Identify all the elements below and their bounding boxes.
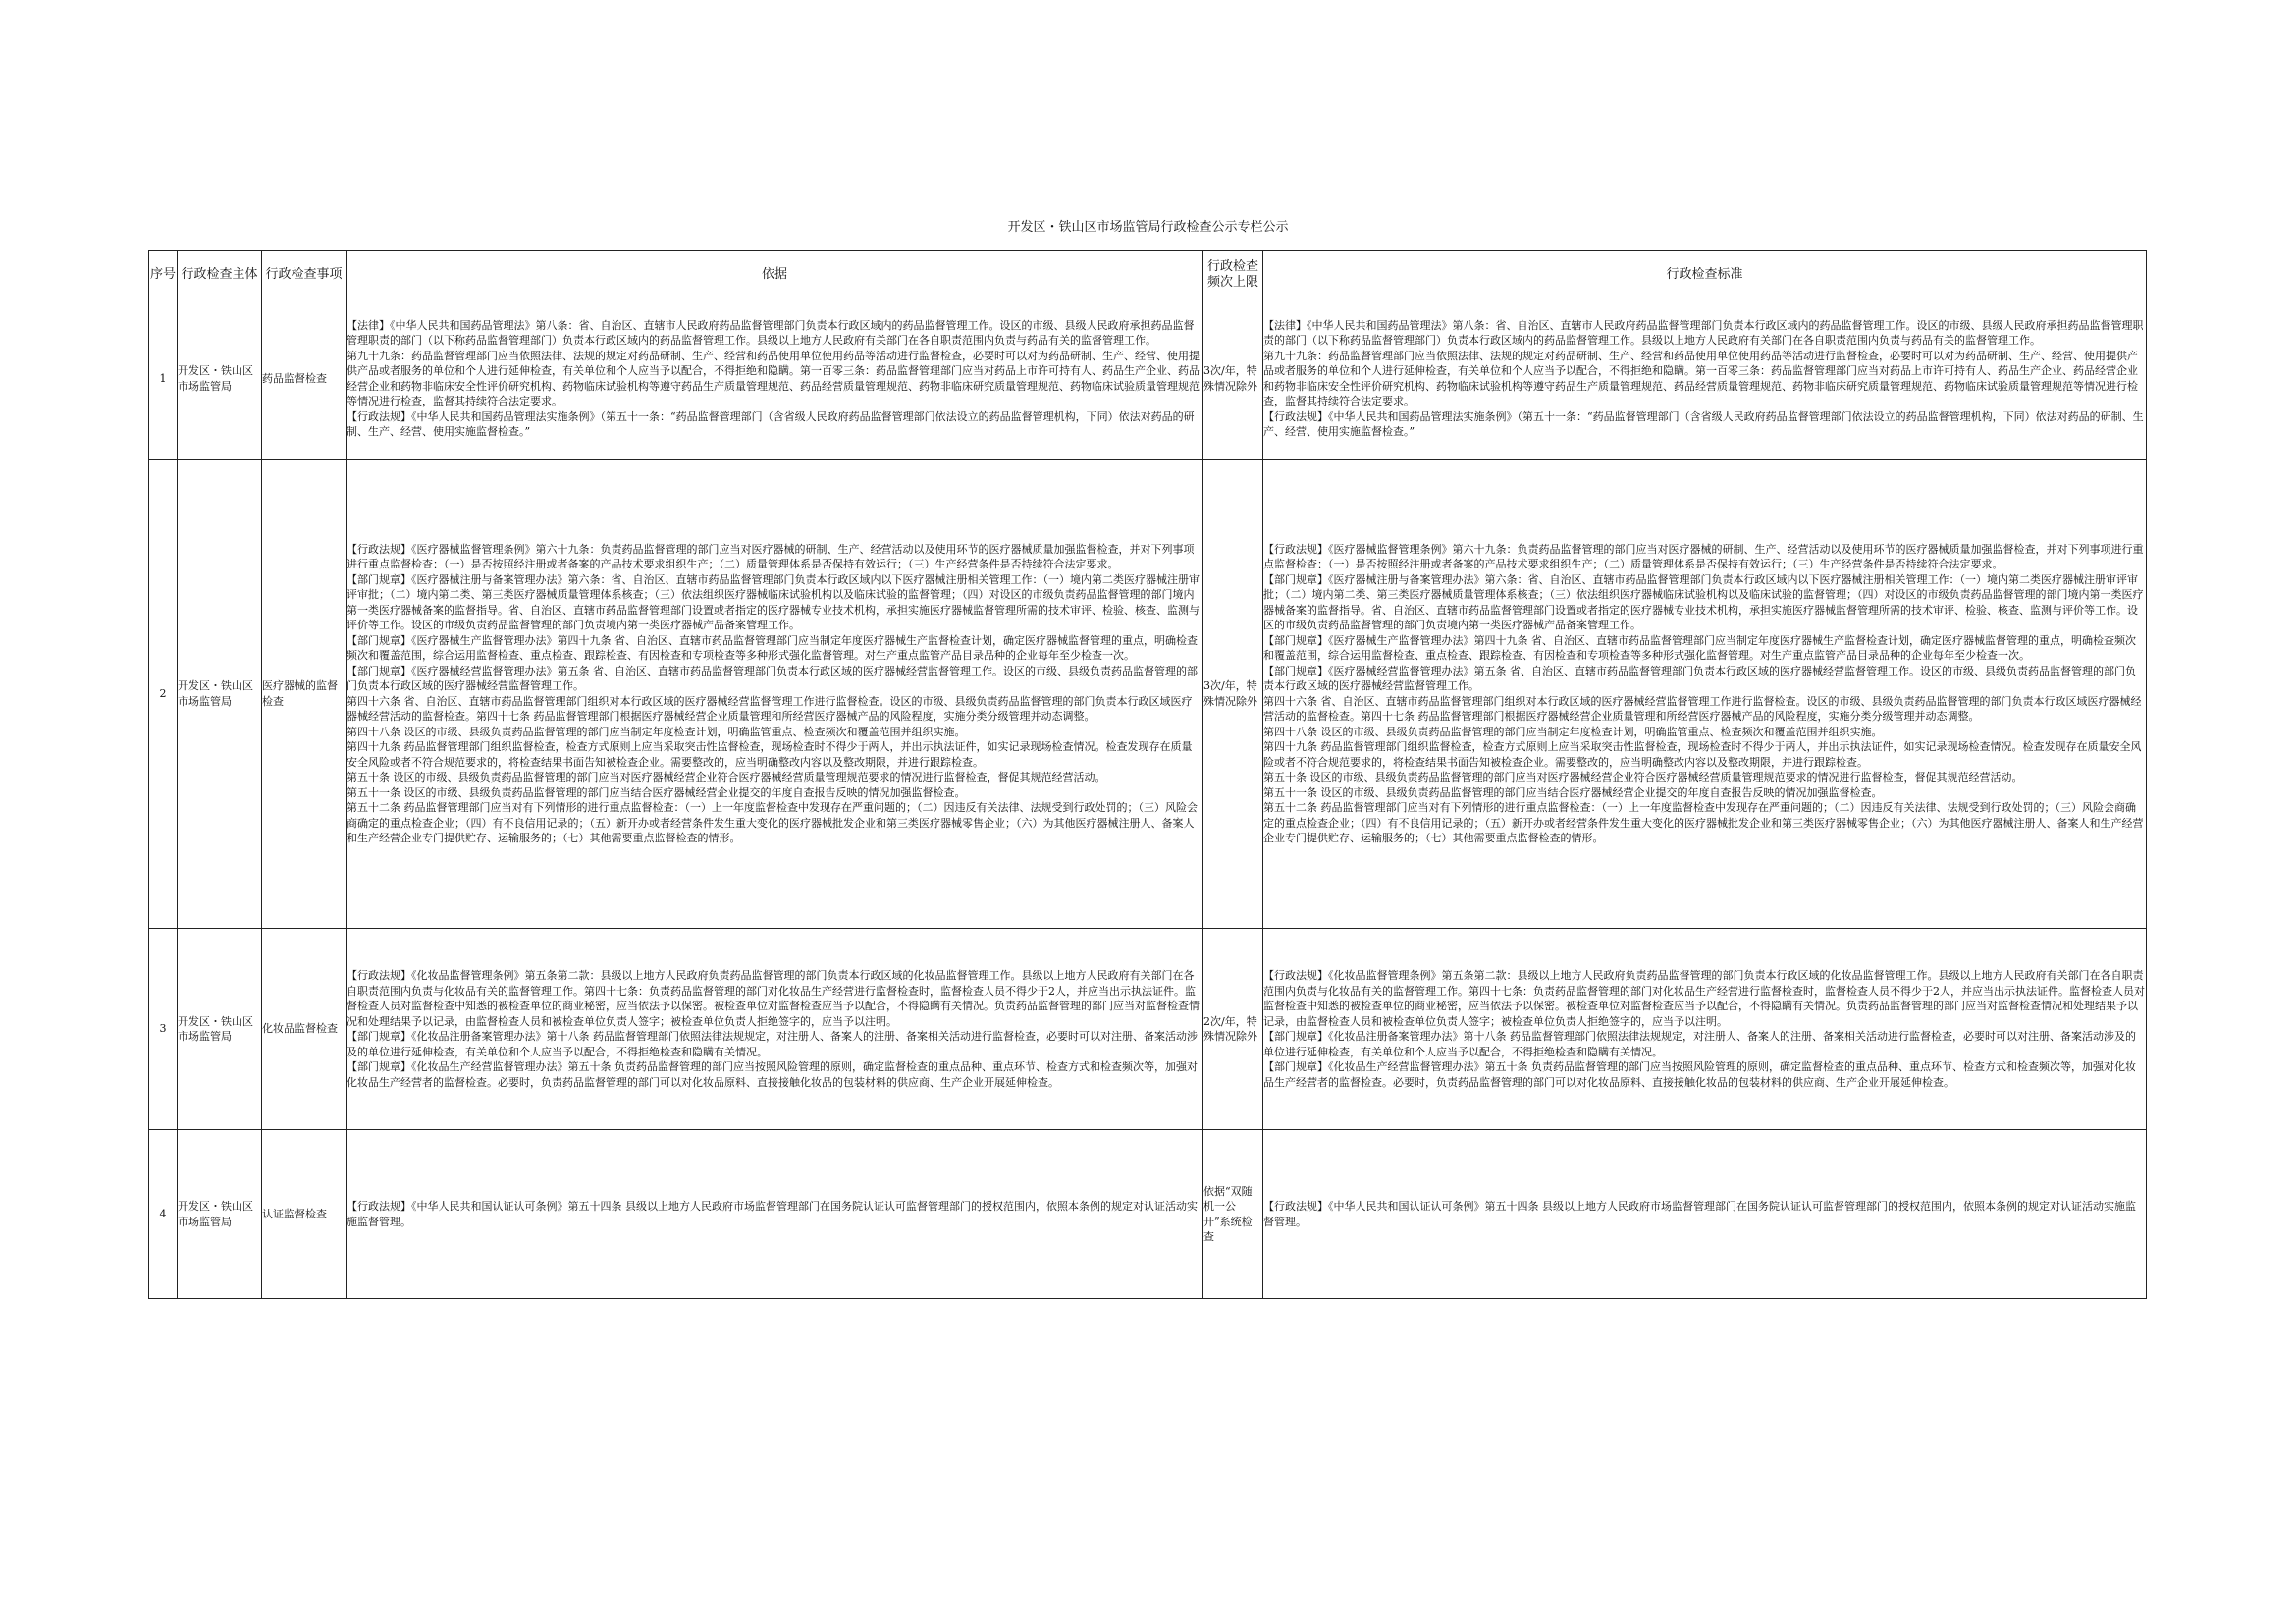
standard-paragraph: 【行政法规】《化妆品监督管理条例》第五条第二款：县级以上地方人民政府负责药品监督管理的部门负责本行政区域的化妆品监督管理工作。县级以上地方人民政府有关部门在各自职责范围内负责与化妆品有关的监督管理工作。第四十七条：负责药品监督管理的部门对化妆品生产经营进行监督检查时，监督检查人员不得少于2人，并应当出示执法证件。监督检查人员对监督检查中知悉的被检查单位的商业秘密，应当依法予以保密。被检查单位对监督检查应当予以配合，不得隐瞒有关情况。负责药品监督管理的部门应当对监督检查情况和处理结果予以记录，由监督检查人员和被检查单位负责人签字；被检查单位负责人拒绝签字的，应当予以注明。 [1263,969,2145,1028]
row-frequency: 3次/年，特殊情况除外 [1203,298,1263,460]
standard-paragraph: 【法律】《中华人民共和国药品管理法》第八条：省、自治区、直辖市人民政府药品监督管理部门负责本行政区域内的药品监督管理工作。设区的市级、县级人民政府承担药品监督管理职责的部门（以下称药品监督管理部门）负责本行政区域内的药品监督管理工作。县级以上地方人民政府有关部门在各自职责范围内负责与药品有关的监督管理工作。 [1263,318,2144,347]
basis-paragraph: 【部门规章】《化妆品生产经营监督管理办法》第五十条 负责药品监督管理的部门应当按照风险管理的原则，确定监督检查的重点品种、重点环节、检查方式和检查频次等，加强对化妆品生产经营者的监督检查。必要时，负责药品监督管理的部门可以对化妆品原料、直接接触化妆品的包装材料的供应商、生产企业开展延伸检查。 [347,1060,1198,1089]
header-frequency: 行政检查频次上限 [1203,251,1263,298]
table-row [149,298,2147,460]
row-frequency: 依据“双随机一公开”系统检查 [1203,1130,1263,1299]
standard-paragraph: 【部门规章】《化妆品生产经营监督管理办法》第五十条 负责药品监督管理的部门应当按照风险管理的原则，确定监督检查的重点品种、重点环节、检查方式和检查频次等，加强对化妆品生产经营者的监督检查。必要时，负责药品监督管理的部门可以对化妆品原料、直接接触化妆品的包装材料的供应商、生产企业开展延伸检查。 [1263,1060,2136,1089]
header-subject: 行政检查主体 [178,251,262,298]
inspection-table [148,250,2147,1299]
basis-paragraph: 【行政法规】《医疗器械监督管理条例》第六十九条：负责药品监督管理的部门应当对医疗器械的研制、生产、经营活动以及使用环节的医疗器械质量加强监督检查，并对下列事项进行重点监督检查：（一）是否按照经注册或者备案的产品技术要求组织生产；（二）质量管理体系是否保持有效运行；（三）生产经营条件是否持续符合法定要求。 [347,542,1195,570]
row-index: 3 [149,929,178,1130]
basis-paragraph: 【行政法规】《中华人民共和国药品管理法实施条例》（第五十一条：“药品监督管理部门（含省级人民政府药品监督管理部门依法设立的药品监督管理机构，下同）依法对药品的研制、生产、经营、使用实施监督检查。” [347,409,1195,438]
row-subject: 开发区・铁山区市场监管局 [178,460,262,929]
row-subject: 开发区・铁山区市场监管局 [178,1130,262,1299]
row-basis [347,1130,1203,1299]
standard-paragraph: 第四十八条 设区的市级、县级负责药品监督管理的部门应当制定年度检查计划，明确监管重点、检查频次和覆盖范围并组织实施。 [1263,725,1883,738]
basis-paragraph: 第四十八条 设区的市级、县级负责药品监督管理的部门应当制定年度检查计划，明确监管重点、检查频次和覆盖范围并组织实施。 [347,725,966,738]
basis-paragraph: 第四十九条 药品监督管理部门组织监督检查，检查方式原则上应当采取突击性监督检查，现场检查时不得少于两人，并出示执法证件，如实记录现场检查情况。检查发现存在质量安全风险或者不符合规范要求的，将检查结果书面告知被检查企业。需要整改的，应当明确整改内容以及整改期限，并进行跟踪检查。 [347,740,1193,769]
standard-paragraph: 第九十九条：药品监督管理部门应当依照法律、法规的规定对药品研制、生产、经营和药品使用单位使用药品等活动进行监督检查，必要时可以对为药品研制、生产、经营、使用提供产品或者服务的单位和个人进行延伸检查，有关单位和个人应当予以配合，不得拒绝和隐瞒。第一百零三条：药品监督管理部门应当对药品上市许可持有人、药品生产企业、药品经营企业和药物非临床安全性评价研究机构、药物临床试验机构等遵守药品生产质量管理规范、药品经营质量管理规范、药物非临床研究质量管理规范、药物临床试验质量管理规范等情况进行检查，监督其持续符合法定要求。 [1263,349,2138,407]
basis-paragraph: 【部门规章】《医疗器械注册与备案管理办法》第六条：省、自治区、直辖市药品监督管理部门负责本行政区域内以下医疗器械注册相关管理工作：（一）境内第二类医疗器械注册审评审批；（二）境内第二类、第三类医疗器械质量管理体系核查；（三）依法组织医疗器械临床试验机构以及临床试验的监督管理；（四）对设区的市级负责药品监督管理的部门境内第一类医疗器械备案的监督指导。省、自治区、直辖市药品监督管理部门设置或者指定的医疗器械专业技术机构，承担实施医疗器械监督管理所需的技术审评、检验、核查、监测与评价等工作。设区的市级负责药品监督管理的部门负责境内第一类医疗器械产品备案管理工作。 [347,572,1200,631]
basis-paragraph: 【部门规章】《医疗器械生产监督管理办法》第四十九条 省、自治区、直辖市药品监督管理部门应当制定年度医疗器械生产监督检查计划，确定医疗器械监督管理的重点，明确检查频次和覆盖范围，综合运用监督检查、重点检查、跟踪检查、有因检查和专项检查等多种形式强化监督管理。对生产重点监管产品目录品种的企业每年至少检查一次。 [347,633,1198,662]
row-frequency: 3次/年，特殊情况除外 [1203,460,1263,929]
table-row [149,1130,2147,1299]
header-basis: 依据 [347,251,1203,298]
standard-paragraph: 【部门规章】《医疗器械生产监督管理办法》第四十九条 省、自治区、直辖市药品监督管理部门应当制定年度医疗器械生产监督检查计划，确定医疗器械监督管理的重点，明确检查频次和覆盖范围，综合运用监督检查、重点检查、跟踪检查、有因检查和专项检查等多种形式强化监督管理。对生产重点监管产品目录品种的企业每年至少检查一次。 [1263,633,2136,662]
header-item: 行政检查事项 [262,251,347,298]
standard-paragraph: 第四十六条 省、自治区、直辖市药品监督管理部门组织对本行政区域的医疗器械经营监督管理工作进行监督检查。设区的市级、县级负责药品监督管理的部门负责本行政区域医疗器械经营活动的监督检查。第四十七条 药品监督管理部门根据医疗器械经营企业质量管理和所经营医疗器械产品的风险程度，实施分类分级管理并动态调整。 [1263,694,2142,723]
header-index: 序号 [149,251,178,298]
table-row [149,460,2147,929]
basis-paragraph: 【行政法规】《化妆品监督管理条例》第五条第二款：县级以上地方人民政府负责药品监督管理的部门负责本行政区域的化妆品监督管理工作。县级以上地方人民政府有关部门在各自职责范围内负责与化妆品有关的监督管理工作。第四十七条：负责药品监督管理的部门对化妆品生产经营进行监督检查时，监督检查人员不得少于2人，并应当出示执法证件。监督检查人员对监督检查中知悉的被检查单位的商业秘密，应当依法予以保密。被检查单位对监督检查应当予以配合，不得隐瞒有关情况。负责药品监督管理的部门应当对监督检查情况和处理结果予以记录，由监督检查人员和被检查单位负责人签字；被检查单位负责人拒绝签字的，应当予以注明。 [347,969,1200,1028]
header-standard: 行政检查标准 [1263,251,2147,298]
row-index: 1 [149,298,178,460]
basis-paragraph: 【部门规章】《医疗器械经营监督管理办法》第五条 省、自治区、直辖市药品监督管理部门负责本行政区域的医疗器械经营监督管理工作。设区的市级、县级负责药品监督管理的部门负责本行政区域的医疗器械经营监督管理工作。 [347,664,1198,692]
basis-paragraph: 第五十条 设区的市级、县级负责药品监督管理的部门应当对医疗器械经营企业符合医疗器械经营质量管理规范要求的情况进行监督检查，督促其规范经营活动。 [347,771,1106,784]
header-row [149,251,2147,298]
row-standard [1263,298,2147,460]
row-item: 医疗器械的监督检查 [262,460,347,929]
row-frequency: 2次/年，特殊情况除外 [1203,929,1263,1130]
standard-paragraph: 【行政法规】《中华人民共和国药品管理法实施条例》（第五十一条：“药品监督管理部门（含省级人民政府药品监督管理部门依法设立的药品监督管理机构，下同）依法对药品的研制、生产、经营、使用实施监督检查。” [1263,409,2144,438]
row-basis [347,298,1203,460]
page-title: 开发区・铁山区市场监管局行政检查公示专栏公示 [1007,220,1289,235]
standard-paragraph: 第五十条 设区的市级、县级负责药品监督管理的部门应当对医疗器械经营企业符合医疗器械经营质量管理规范要求的情况进行监督检查，督促其规范经营活动。 [1263,771,2023,784]
row-standard [1263,929,2147,1130]
row-subject: 开发区・铁山区市场监管局 [178,298,262,460]
standard-paragraph: 【部门规章】《医疗器械注册与备案管理办法》第六条：省、自治区、直辖市药品监督管理部门负责本行政区域内以下医疗器械注册相关管理工作：（一）境内第二类医疗器械注册审评审批；（二）境内第二类、第三类医疗器械质量管理体系核查；（三）依法组织医疗器械临床试验机构以及临床试验的监督管理；（四）对设区的市级负责药品监督管理的部门境内第一类医疗器械备案的监督指导。省、自治区、直辖市药品监督管理部门设置或者指定的医疗器械专业技术机构，承担实施医疗器械监督管理所需的技术审评、检验、核查、监测与评价等工作。设区的市级负责药品监督管理的部门负责境内第一类医疗器械产品备案管理工作。 [1263,572,2144,631]
row-basis [347,460,1203,929]
standard-paragraph: 第五十二条 药品监督管理部门应当对有下列情形的进行重点监督检查：（一）上一年度监督检查中发现存在严重问题的；（二）因违反有关法律、法规受到行政处罚的；（三）风险会商确定的重点检查企业；（四）有不良信用记录的；（五）新开办或者经营条件发生重大变化的医疗器械批发企业和第三类医疗器械零售企业；（六）为其他医疗器械注册人、备案人和生产经营企业专门提供贮存、运输服务的；（七）其他需要重点监督检查的情形。 [1263,801,2144,844]
row-item: 药品监督检查 [262,298,347,460]
row-item: 化妆品监督检查 [262,929,347,1130]
row-index: 2 [149,460,178,929]
row-basis [347,929,1203,1130]
standard-paragraph: 【行政法规】《中华人民共和国认证认可条例》第五十四条 县级以上地方人民政府市场监督管理部门在国务院认证认可监督管理部门的授权范围内，依照本条例的规定对认证活动实施监督管理。 [1263,1200,2136,1228]
table-row [149,929,2147,1130]
row-standard [1263,1130,2147,1299]
standard-paragraph: 【部门规章】《化妆品注册备案管理办法》第十八条 药品监督管理部门依照法律法规规定，对注册人、备案人的注册、备案相关活动进行监督检查，必要时可以对注册、备案活动涉及的单位进行延伸检查，有关单位和个人应当予以配合，不得拒绝检查和隐瞒有关情况。 [1263,1030,2136,1058]
row-standard [1263,460,2147,929]
row-item: 认证监督检查 [262,1130,347,1299]
basis-paragraph: 第四十六条 省、自治区、直辖市药品监督管理部门组织对本行政区域的医疗器械经营监督管理工作进行监督检查。设区的市级、县级负责药品监督管理的部门负责本行政区域医疗器械经营活动的监督检查。第四十七条 药品监督管理部门根据医疗器械经营企业质量管理和所经营医疗器械产品的风险程度，实施分类分级管理并动态调整。 [347,694,1193,723]
basis-paragraph: 第五十二条 药品监督管理部门应当对有下列情形的进行重点监督检查：（一）上一年度监督检查中发现存在严重问题的；（二）因违反有关法律、法规受到行政处罚的；（三）风险会商确定的重点检查企业；（四）有不良信用记录的；（五）新开办或者经营条件发生重大变化的医疗器械批发企业和第三类医疗器械零售企业；（六）为其他医疗器械注册人、备案人和生产经营企业专门提供贮存、运输服务的；（七）其他需要重点监督检查的情形。 [347,801,1198,844]
standard-paragraph: 【行政法规】《医疗器械监督管理条例》第六十九条：负责药品监督管理的部门应当对医疗器械的研制、生产、经营活动以及使用环节的医疗器械质量加强监督检查，并对下列事项进行重点监督检查：（一）是否按照经注册或者备案的产品技术要求组织生产；（二）质量管理体系是否保持有效运行；（三）生产经营条件是否持续符合法定要求。 [1263,542,2144,570]
row-index: 4 [149,1130,178,1299]
standard-paragraph: 第五十一条 设区的市级、县级负责药品监督管理的部门应当结合医疗器械经营企业提交的年度自查报告反映的情况加强监督检查。 [1263,785,1883,799]
basis-paragraph: 第五十一条 设区的市级、县级负责药品监督管理的部门应当结合医疗器械经营企业提交的年度自查报告反映的情况加强监督检查。 [347,785,966,799]
basis-paragraph: 第九十九条：药品监督管理部门应当依照法律、法规的规定对药品研制、生产、经营和药品使用单位使用药品等活动进行监督检查，必要时可以对为药品研制、生产、经营、使用提供产品或者服务的单位和个人进行延伸检查，有关单位和个人应当予以配合，不得拒绝和隐瞒。第一百零三条：药品监督管理部门应当对药品上市许可持有人、药品生产企业、药品经营企业和药物非临床安全性评价研究机构、药物临床试验机构等遵守药品生产质量管理规范、药品经营质量管理规范、药物非临床研究质量管理规范、药物临床试验质量管理规范等情况进行检查，监督其持续符合法定要求。 [347,349,1200,407]
basis-paragraph: 【行政法规】《中华人民共和国认证认可条例》第五十四条 县级以上地方人民政府市场监督管理部门在国务院认证认可监督管理部门的授权范围内，依照本条例的规定对认证活动实施监督管理。 [347,1200,1198,1228]
standard-paragraph: 第四十九条 药品监督管理部门组织监督检查，检查方式原则上应当采取突击性监督检查，现场检查时不得少于两人，并出示执法证件，如实记录现场检查情况。检查发现存在质量安全风险或者不符合规范要求的，将检查结果书面告知被检查企业。需要整改的，应当明确整改内容以及整改期限，并进行跟踪检查。 [1263,740,2142,769]
standard-paragraph: 【部门规章】《医疗器械经营监督管理办法》第五条 省、自治区、直辖市药品监督管理部门负责本行政区域的医疗器械经营监督管理工作。设区的市级、县级负责药品监督管理的部门负责本行政区域的医疗器械经营监督管理工作。 [1263,664,2136,692]
row-subject: 开发区・铁山区市场监管局 [178,929,262,1130]
basis-paragraph: 【法律】《中华人民共和国药品管理法》第八条：省、自治区、直辖市人民政府药品监督管理部门负责本行政区域内的药品监督管理工作。设区的市级、县级人民政府承担药品监督管理职责的部门（以下称药品监督管理部门）负责本行政区域内的药品监督管理工作。县级以上地方人民政府有关部门在各自职责范围内负责与药品有关的监督管理工作。 [347,318,1195,347]
basis-paragraph: 【部门规章】《化妆品注册备案管理办法》第十八条 药品监督管理部门依照法律法规规定，对注册人、备案人的注册、备案相关活动进行监督检查，必要时可以对注册、备案活动涉及的单位进行延伸检查，有关单位和个人应当予以配合，不得拒绝检查和隐瞒有关情况。 [347,1030,1198,1058]
